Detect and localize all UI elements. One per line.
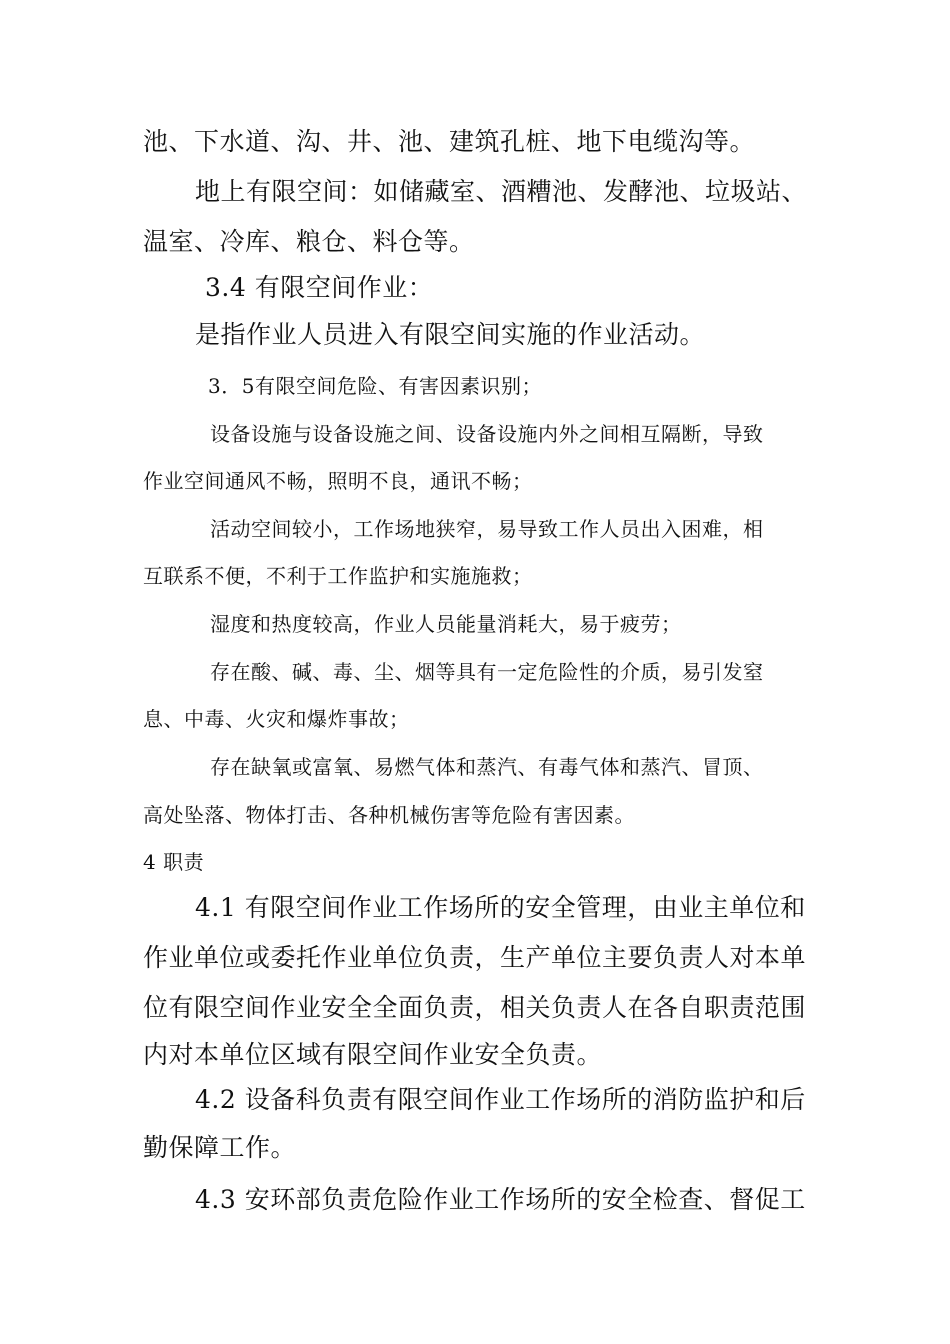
- text-line: 4.3 安环部负责危险作业工作场所的安全检查、督促工: [195, 1185, 806, 1214]
- section-heading: 4 职责: [143, 850, 205, 874]
- text-line: 4.2 设备科负责有限空间作业工作场所的消防监护和后: [195, 1085, 806, 1114]
- text-line: 勤保障工作。: [143, 1133, 297, 1162]
- text-line: 池、下水道、沟、井、池、建筑孔桩、地下电缆沟等。: [143, 127, 756, 156]
- text-line: 位有限空间作业安全全面负责，相关负责人在各自职责范围: [143, 993, 807, 1022]
- text-line: 内对本单位区域有限空间作业安全负责。: [143, 1040, 603, 1069]
- section-heading: 3.4 有限空间作业：: [205, 273, 434, 302]
- text-line: 活动空间较小，工作场地狭窄，易导致工作人员出入困难，相: [210, 517, 764, 541]
- text-line: 设备设施与设备设施之间、设备设施内外之间相互隔断，导致: [210, 422, 764, 446]
- text-line: 湿度和热度较高，作业人员能量消耗大，易于疲劳；: [210, 612, 682, 636]
- section-heading: 3．5有限空间危险、有害因素识别；: [208, 374, 542, 398]
- text-line: 高处坠落、物体打击、各种机械伤害等危险有害因素。: [143, 803, 635, 827]
- text-line: 互联系不便，不利于工作监护和实施施救；: [143, 564, 533, 588]
- text-line: 存在缺氧或富氧、易燃气体和蒸汽、有毒气体和蒸汽、冒顶、: [210, 755, 764, 779]
- text-line: 温室、冷库、粮仓、料仓等。: [143, 227, 475, 256]
- text-line: 作业空间通风不畅，照明不良，通讯不畅；: [143, 469, 533, 493]
- text-line: 作业单位或委托作业单位负责，生产单位主要负责人对本单: [143, 943, 807, 972]
- text-line: 息、中毒、火灾和爆炸事故；: [143, 707, 410, 731]
- text-line: 存在酸、碱、毒、尘、烟等具有一定危险性的介质，易引发窒: [210, 660, 764, 684]
- text-line: 4.1 有限空间作业工作场所的安全管理，由业主单位和: [195, 893, 806, 922]
- text-line: 是指作业人员进入有限空间实施的作业活动。: [195, 320, 706, 349]
- text-line: 地上有限空间：如储藏室、酒糟池、发酵池、垃圾站、: [195, 177, 808, 206]
